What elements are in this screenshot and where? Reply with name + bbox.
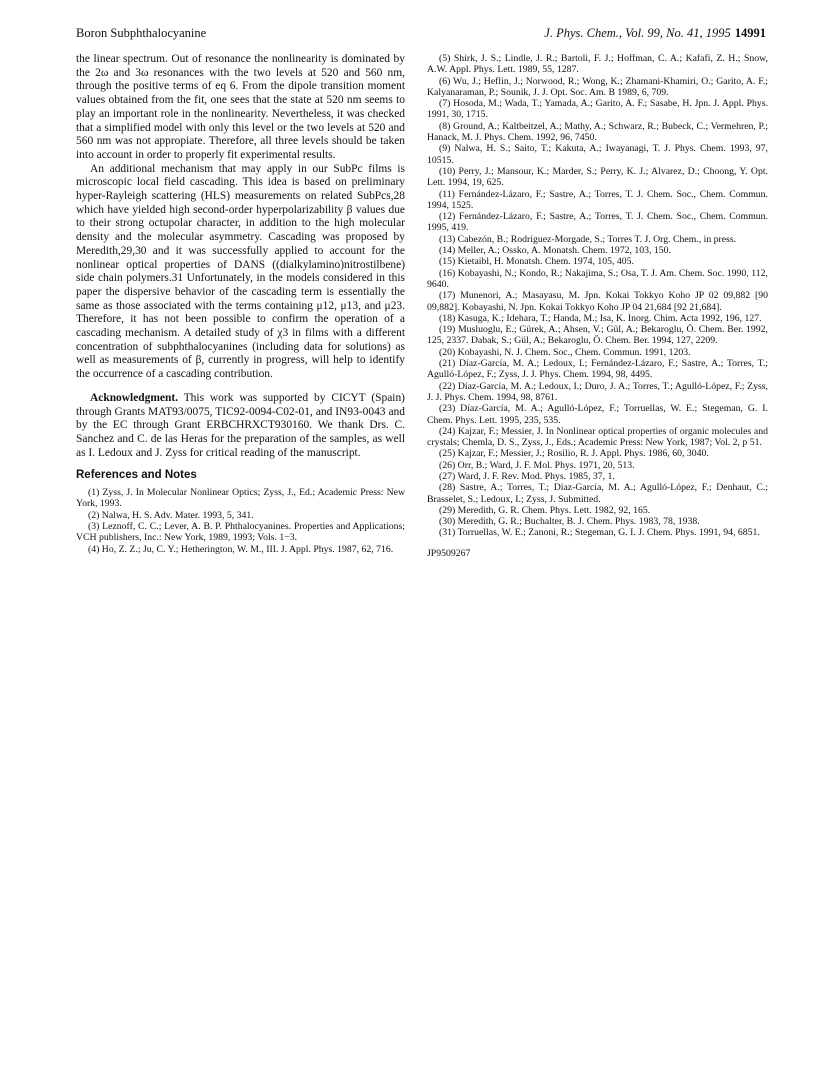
- reference-item: (26) Orr, B.; Ward, J. F. Mol. Phys. 1971, 20, 513.: [439, 459, 635, 471]
- reference-item: (8) Ground, A.; Kaltbeitzel, A.; Mathy, A.; Schwarz, R.; Bubeck, C.; Vermehren, P.; Hanack, M. J. Phys. Chem. 1992, 96, 7450.: [427, 120, 768, 144]
- reference-item: (28) Sastre, A.; Torres, T.; Díaz-García, M. A.; Agulló-López, F.; Denhaut, C.; Brasselet, S.; Ledoux, I.; Zyss, J. Submitted.: [427, 482, 768, 505]
- reference-item: (15) Kietaibl, H. Monatsh. Chem. 1974, 105, 405.: [439, 256, 634, 268]
- reference-item: (5) Shirk, J. S.; Lindle, J. R.; Bartoli, F. J.; Hoffman, C. A.; Kafafi, Z. H.; Snow, A.W. Appl. Phys. Lett. 1989, 55, 1287.: [427, 53, 768, 76]
- references-heading: References and Notes: [76, 469, 197, 482]
- reference-item: (12) Fernández-Lázaro, F.; Sastre, A.; Torres, T. J. Chem. Soc., Chem. Commun. 1995, 419.: [427, 211, 768, 234]
- reference-item: (21) Díaz-García, M. A.; Ledoux, I.; Fernández-Lázaro, F.; Sastre, A.; Torres, T.; Agulló-López, F.; Zyss, J. J. Phys. Chem. 1994, 98, 4495.: [427, 358, 768, 381]
- references-list-left: [76, 487, 405, 555]
- journal-citation: [544, 25, 766, 41]
- reference-item: (20) Kobayashi, N. J. Chem. Soc., Chem. Commun. 1991, 1203.: [439, 346, 691, 358]
- reference-item: (24) Kajzar, F.; Messier, J. In Nonlinear optical properties of organic molecules and crystals; Chemla, D. S., Zyss, J., Eds.; Academic Press: New York, 1987; Vol. 2, p 51.: [427, 425, 768, 449]
- reference-item: (30) Meredith, G. R.; Buchalter, B. J. Chem. Phys. 1983, 78, 1938.: [439, 516, 700, 528]
- reference-item: (31) Torruellas, W. E.; Zanoni, R.; Stegeman, G. I. J. Chem. Phys. 1991, 94, 6851.: [439, 527, 760, 539]
- reference-item: (25) Kajzar, F.; Messier, J.; Rosilio, R. J. Appl. Phys. 1986, 60, 3040.: [439, 448, 709, 460]
- acknowledgment-text: This work was supported by CICYT (Spain) through Grants MAT93/0075, TIC92-0094-C02-01, and IN93-0043 and by the EC through Grant ERBCHRXCT930160. We thank Drs. C. Sanchez and C. de las Heras for the preparation of the samples, as well as I. Ledoux and J. Zyss for critical reading of the manuscript.: [76, 391, 405, 459]
- reference-item: (2) Nalwa, H. S. Adv. Mater. 1993, 5, 341.: [88, 509, 254, 521]
- page-number: 14991: [734, 26, 766, 40]
- reference-item: (3) Leznoff, C. C.; Lever, A. B. P. Phthalocyanines. Properties and Applications; VCH publishers, Inc.: New York, 1989, 1993; Vols. 1−3.: [76, 520, 405, 544]
- body-paragraph-2: An additional mechanism that may apply in our SubPc films is microscopic local field cascading. This idea is based on preliminary hyper-Rayleigh scattering (HLS) measurements on related SubPcs,28 which have yielded high second-order hyperpolarizability β values due to their strong octupolar character, in addition to the high molecular density and the molecular asymmetry. Cascading was proposed by Meredith,29,30 and it was successfully applied to account for the nonlinear optical properties of DANS ((dialkylamino)nitrostilbene) side chain polymers.31 Unfortunately, in the models considered in this paper the dispersive behavior of the cascading term is essentially the same as those associated with the terms containing μ12, μ13, and μ23. Therefore, it has not been possible to confirm the operation of a cascading mechanism. A detailed study of χ3 in films with a different concentration of subphthalocyanines (including data for solutions) as well as measurements of β, currently in progress, will help to identify the occurrence of a cascading contribution.: [76, 162, 405, 381]
- reference-item: (1) Zyss, J. In Molecular Nonlinear Optics; Zyss, J., Ed.; Academic Press: New York, 1993.: [76, 487, 405, 510]
- reference-item: (9) Nalwa, H. S.; Saito, T.; Kakuta, A.; Iwayanagi, T. J. Phys. Chem. 1993, 97, 10515.: [427, 143, 768, 166]
- reference-item: (6) Wu, J.; Heflin, J.; Norwood, R.; Wong, K.; Zhamani-Khamiri, O.; Garito, A. F.; Kalyanaraman, P.; Sounik, J. J. Opt. Soc. Am. B 1989, 6, 709.: [427, 75, 768, 98]
- reference-item: (22) Díaz-García, M. A.; Ledoux, I.; Duro, J. A.; Torres, T.; Agulló-López, F.; Zyss, J. J. Phys. Chem. 1994, 98, 8761.: [427, 380, 768, 403]
- reference-item: (23) Díaz-García, M. A.; Agulló-López, F.; Torruellas, W. E.; Stegeman, G. I. Chem. Phys. Lett. 1995, 235, 535.: [427, 403, 768, 426]
- right-column: [427, 53, 768, 559]
- reference-item: (11) Fernández-Lázaro, F.; Sastre, A.; Torres, T. J. Chem. Soc., Chem. Commun. 1994, 1525.: [427, 188, 768, 211]
- body-paragraph-1: the linear spectrum. Out of resonance the nonlinearity is dominated by the 2ω and 3ω resonances with the two levels at 520 and 560 nm, through the positive terms of eq 6. From the dipole transition moment values obtained from the fit, one sees that the state at 520 nm seems to play an important role in the nonlinearity. Nevertheless, it was checked that a simplified model with only this level or the two levels at 520 and 560 nm was not appropiate. Therefore, all three levels should be taken into account in order to properly fit experimental results.: [76, 53, 405, 161]
- reference-item: (4) Ho, Z. Z.; Ju, C. Y.; Hetherington, W. M., III. J. Appl. Phys. 1987, 62, 716.: [88, 543, 394, 555]
- reference-item: (27) Ward, J. F. Rev. Mod. Phys. 1985, 37, 1.: [439, 470, 615, 482]
- reference-item: (7) Hosoda, M.; Wada, T.; Yamada, A.; Garito, A. F.; Sasabe, H. Jpn. J. Appl. Phys. 1991, 30, 1715.: [427, 98, 768, 121]
- reference-item: (29) Meredith, G. R. Chem. Phys. Lett. 1982, 92, 165.: [439, 504, 651, 516]
- reference-item: (13) Cabezón, B.; Rodríguez-Morgade, S.; Torres T. J. Org. Chem., in press.: [439, 233, 737, 245]
- references-list-right: [427, 53, 768, 539]
- running-title: Boron Subphthalocyanine: [76, 26, 207, 40]
- reference-item: (19) Musluoglu, E.; Gürek, A.; Ahsen, V.; Gül, A.; Bekaroglu, Ö. Chem. Ber. 1992, 125, 2337. Dabak, S.; Gül, A.; Bekaroglu, Ö. Chem. Ber. 1994, 127, 2209.: [427, 324, 768, 347]
- left-column: [76, 53, 405, 555]
- manuscript-id: JP9509267: [427, 547, 471, 559]
- journal-info: J. Phys. Chem., Vol. 99, No. 41, 1995: [544, 26, 731, 40]
- reference-item: (18) Kasuga, K.; Idehara, T.; Handa, M.; Isa, K. Inorg. Chim. Acta 1992, 196, 127.: [439, 312, 762, 324]
- acknowledgment-title: Acknowledgment.: [90, 391, 179, 404]
- acknowledgment: [76, 392, 405, 461]
- reference-item: (10) Perry, J.; Mansour, K.; Marder, S.; Perry, K. J.; Alvarez, D.; Choong, Y. Opt. Lett. 1994, 19, 625.: [427, 165, 768, 189]
- reference-item: (16) Kobayashi, N.; Kondo, R.; Nakajima, S.; Osa, T. J. Am. Chem. Soc. 1990, 112, 9640.: [427, 267, 768, 290]
- running-header: [76, 25, 766, 41]
- reference-item: (17) Munenori, A.; Masayasu, M. Jpn. Kokai Tokkyo Koho JP 02 09,882 [90 09,882]. Kobayashi, N. Jpn. Kokai Tokkyo Koho JP 04 21,684 [92 21,684].: [427, 290, 768, 313]
- reference-item: (14) Meller, A.; Ossko, A. Monatsh. Chem. 1972, 103, 150.: [439, 245, 671, 257]
